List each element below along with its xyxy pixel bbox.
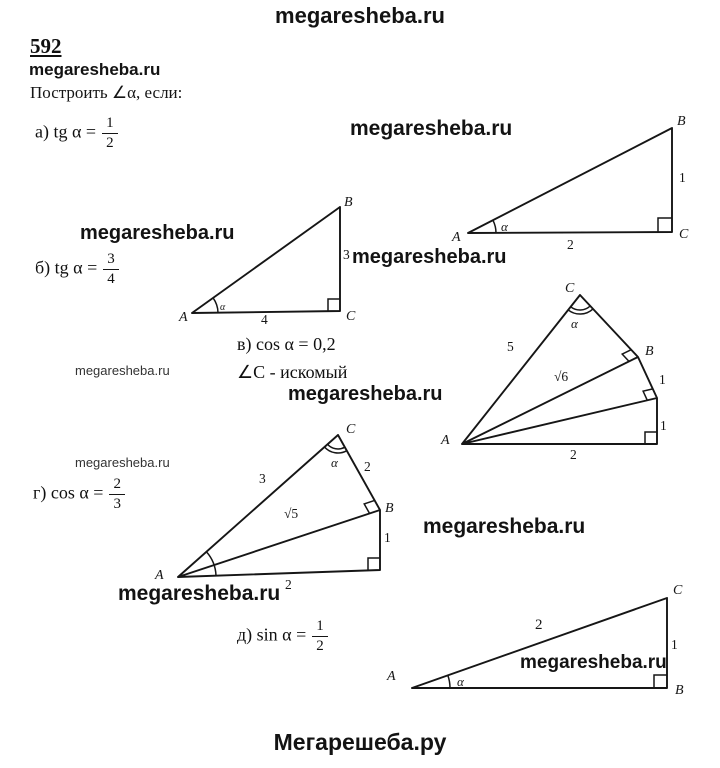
figure-d-angle-arc-icon	[448, 675, 450, 688]
watermark-bold-6: megaresheba.ru	[118, 582, 281, 605]
figure-v-vertex-c-label: C	[565, 281, 575, 296]
figure-v-side-ab-label: √6	[554, 369, 569, 384]
formula-d-numerator: 1	[312, 619, 328, 637]
figure-d-edges	[412, 598, 667, 688]
figure-g-vertex-c-label: C	[346, 422, 356, 437]
figure-d-alpha-label: α	[457, 674, 464, 689]
problem-number: 592	[30, 34, 62, 58]
figure-v-right-angle-b-icon	[622, 350, 631, 362]
formula-g-fraction	[109, 477, 125, 512]
figure-b-right-angle-icon	[328, 299, 340, 311]
figure-v-alpha-label: α	[571, 316, 578, 331]
figure-g-edges	[178, 435, 380, 577]
figure-g-side-cb-label: 2	[364, 459, 371, 474]
figure-v-vertex-b-label: B	[645, 344, 654, 359]
formula-b-numerator: 3	[103, 252, 119, 270]
figure-d-side-ac-label: 2	[535, 617, 543, 633]
header-watermark: megaresheba.ru	[29, 60, 161, 79]
figure-g-vertex-a-label: A	[155, 568, 164, 583]
figure-d-triangle	[383, 573, 707, 705]
figure-v-construction	[428, 278, 720, 464]
figure-g-side-ab-label: √5	[284, 506, 299, 521]
figure-a-alpha-label: α	[501, 219, 508, 234]
formula-d-fraction	[312, 619, 328, 654]
figure-d-right-angle-icon	[654, 675, 667, 688]
formula-a-fraction	[102, 116, 118, 151]
figure-b-side-bc-label: 3	[343, 247, 350, 262]
formula-a-denominator: 2	[106, 135, 114, 151]
figure-b-alpha-label: α	[220, 302, 226, 313]
figure-b-vertex-c-label: C	[346, 309, 356, 324]
figure-a-side-ac-label: 2	[567, 237, 574, 252]
figure-b-angle-arc-icon	[213, 298, 218, 313]
formula-a	[35, 116, 118, 151]
figure-b-triangle	[175, 195, 365, 335]
figure-d-side-cb-label: 1	[671, 637, 678, 652]
top-watermark: megaresheba.ru	[275, 3, 445, 28]
figure-g-right-angle-base-icon	[368, 558, 380, 570]
figure-b-side-ac-label: 4	[261, 312, 268, 327]
figure-b-vertex-a-label: A	[179, 310, 188, 325]
formula-b-denominator: 4	[107, 271, 115, 287]
watermark-bold-3: megaresheba.ru	[352, 246, 507, 268]
figure-a-vertex-b-label: B	[677, 114, 686, 129]
watermark-small-2: megaresheba.ru	[75, 455, 170, 470]
figure-v-segment2-label: 1	[660, 418, 667, 433]
formula-b	[35, 252, 119, 287]
figure-g-vertex-b-label: B	[385, 501, 394, 516]
figure-b-vertex-b-label: B	[344, 195, 353, 210]
watermark-bold-7: megaresheba.ru	[520, 652, 667, 673]
watermark-bold-2: megaresheba.ru	[80, 222, 235, 244]
formula-d-prefix: д) sin α =	[237, 624, 307, 645]
formula-v-line1: в) cos α = 0,2	[237, 334, 336, 354]
figure-g-side-bp-label: 1	[384, 530, 391, 545]
figure-g-side-ac-label: 3	[259, 471, 266, 486]
figure-a-edges	[468, 128, 672, 233]
formula-v-line2: ∠C - искомый	[237, 362, 348, 382]
figure-d-vertex-a-label: A	[387, 669, 396, 684]
formula-b-fraction	[103, 252, 119, 287]
watermark-bold-4: megaresheba.ru	[288, 383, 443, 405]
watermark-small-1: megaresheba.ru	[75, 363, 170, 378]
figure-b-edges	[192, 207, 340, 313]
figure-g-alpha-label: α	[331, 455, 338, 470]
figure-a-right-angle-icon	[658, 218, 672, 232]
figure-v-side-ac-label: 5	[507, 339, 514, 354]
figure-v-base-label: 2	[570, 447, 577, 462]
formula-g-prefix: г) cos α =	[33, 482, 104, 503]
formula-g	[33, 477, 125, 512]
footer-brand: Мегарешеба.ру	[273, 729, 447, 755]
figure-a-vertex-a-label: A	[452, 230, 461, 245]
formula-a-prefix: а) tg α =	[35, 121, 97, 142]
figure-a-side-bc-label: 1	[679, 170, 686, 185]
figure-g-angle-arc-a-icon	[206, 552, 216, 576]
figure-a-angle-arc-icon	[493, 220, 496, 233]
figure-v-right-angle-base-icon	[645, 432, 657, 444]
figure-v-segment1-label: 1	[659, 372, 666, 387]
watermark-bold-1: megaresheba.ru	[350, 117, 513, 140]
formula-d	[237, 619, 328, 654]
formula-b-prefix: б) tg α =	[35, 257, 98, 278]
task-text: Построить ∠α, если:	[30, 83, 183, 102]
figure-v-vertex-a-label: A	[441, 433, 450, 448]
figure-v-angle-arc-icon	[568, 306, 593, 314]
formula-g-denominator: 3	[113, 496, 121, 512]
formula-d-denominator: 2	[316, 638, 324, 654]
watermark-bold-5: megaresheba.ru	[423, 515, 586, 538]
formula-a-numerator: 1	[102, 116, 118, 134]
figure-a-vertex-c-label: C	[679, 227, 689, 242]
figure-g-base-label: 2	[285, 577, 292, 592]
formula-g-numerator: 2	[109, 477, 125, 495]
figure-d-vertex-c-label: C	[673, 583, 683, 598]
figure-d-vertex-b-label: B	[675, 683, 684, 698]
